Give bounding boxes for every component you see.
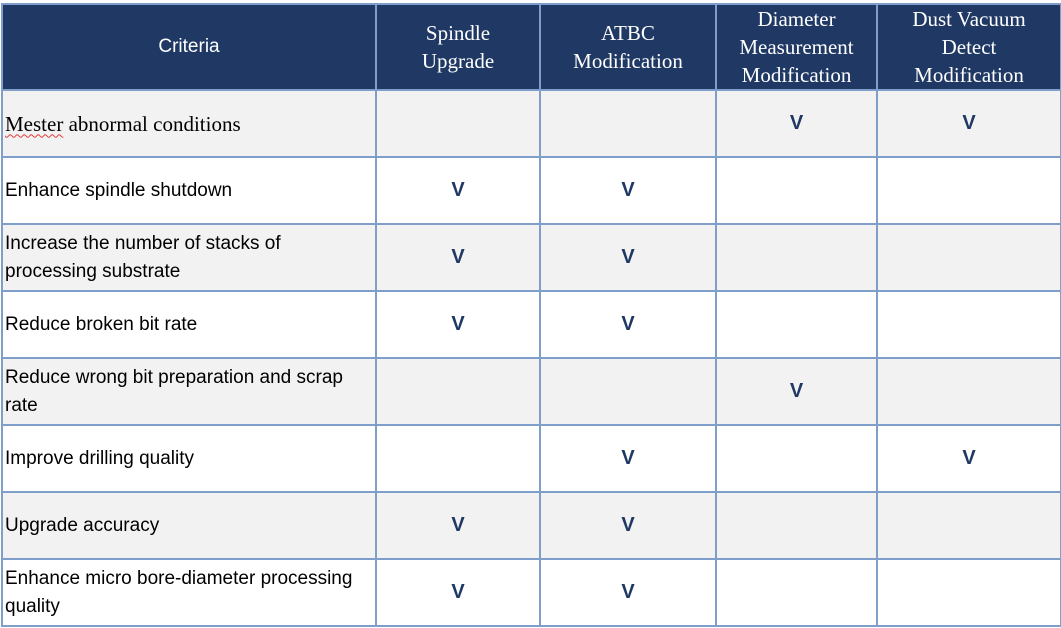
- header-criteria: [2, 4, 376, 90]
- check-mark-cell: V: [376, 492, 540, 559]
- header-label-line: Diameter: [757, 7, 836, 31]
- check-mark-cell: V: [540, 559, 716, 626]
- header-row: [2, 4, 1061, 90]
- check-mark-cell: [716, 559, 877, 626]
- check-mark-cell: [716, 425, 877, 492]
- check-mark-cell: V: [540, 492, 716, 559]
- check-mark-cell: [376, 425, 540, 492]
- check-mark-cell: V: [540, 425, 716, 492]
- misspelled-word: Mester: [5, 111, 64, 136]
- header-label-line: Criteria: [158, 36, 220, 57]
- check-mark-cell: [540, 358, 716, 425]
- criteria-cell: [2, 492, 376, 559]
- table-body: [2, 90, 1061, 626]
- criteria-cell: [2, 559, 376, 626]
- check-mark-cell: [716, 157, 877, 224]
- header-label-line: Modification: [741, 63, 852, 87]
- header-label-line: ATBC: [601, 21, 655, 45]
- table-row: [2, 224, 1061, 291]
- header-label-line: Spindle: [425, 21, 491, 45]
- header-spindle-upgrade: [376, 4, 540, 90]
- check-mark-cell: [877, 492, 1061, 559]
- criteria-table: [1, 3, 1061, 627]
- criteria-cell: [2, 90, 376, 157]
- criteria-text: Reduce wrong bit preparation and scrap rate: [5, 366, 343, 416]
- check-mark-cell: [376, 90, 540, 157]
- check-mark-cell: [877, 157, 1061, 224]
- check-mark-cell: [877, 358, 1061, 425]
- criteria-text: Enhance spindle shutdown: [5, 179, 233, 201]
- check-mark-cell: [877, 559, 1061, 626]
- check-mark-cell: V: [716, 358, 877, 425]
- check-mark-cell: V: [716, 90, 877, 157]
- header-label-line: Modification: [573, 49, 683, 73]
- header-label-line: Modification: [914, 63, 1024, 87]
- criteria-text: abnormal conditions: [63, 111, 241, 136]
- check-mark-cell: V: [376, 224, 540, 291]
- check-mark-cell: V: [540, 291, 716, 358]
- header-label-line: Dust Vacuum: [912, 7, 1026, 31]
- header-label-line: Upgrade: [421, 49, 495, 73]
- criteria-cell: [2, 157, 376, 224]
- check-mark-cell: V: [877, 90, 1061, 157]
- check-mark-cell: V: [376, 291, 540, 358]
- table-header: [2, 4, 1061, 90]
- header-label-line: Measurement: [739, 35, 854, 59]
- table-row: [2, 559, 1061, 626]
- criteria-text: Reduce broken bit rate: [5, 313, 198, 335]
- header-label-line: Detect: [941, 35, 997, 59]
- table-row: [2, 492, 1061, 559]
- header-dust-vacuum-detect-modification: [877, 4, 1061, 90]
- check-mark-cell: [376, 358, 540, 425]
- check-mark-cell: V: [540, 157, 716, 224]
- table-row: [2, 358, 1061, 425]
- criteria-text: Improve drilling quality: [5, 447, 195, 469]
- check-mark-cell: V: [376, 559, 540, 626]
- check-mark-cell: V: [376, 157, 540, 224]
- table-row: [2, 90, 1061, 157]
- criteria-cell: [2, 358, 376, 425]
- table-row: [2, 157, 1061, 224]
- header-atbc-modification: [540, 4, 716, 90]
- criteria-cell: [2, 224, 376, 291]
- check-mark-cell: [716, 224, 877, 291]
- check-mark-cell: V: [877, 425, 1061, 492]
- check-mark-cell: [877, 291, 1061, 358]
- check-mark-cell: [877, 224, 1061, 291]
- criteria-text: Enhance micro bore-diameter processing quality: [5, 567, 353, 617]
- check-mark-cell: [716, 492, 877, 559]
- check-mark-cell: [540, 90, 716, 157]
- table-row: [2, 291, 1061, 358]
- criteria-text: Upgrade accuracy: [5, 514, 160, 536]
- criteria-cell: [2, 291, 376, 358]
- check-mark-cell: [716, 291, 877, 358]
- check-mark-cell: V: [540, 224, 716, 291]
- criteria-text: Increase the number of stacks of processing substrate: [5, 232, 281, 282]
- criteria-cell: [2, 425, 376, 492]
- table-row: [2, 425, 1061, 492]
- header-diameter-measurement-modification: [716, 4, 877, 90]
